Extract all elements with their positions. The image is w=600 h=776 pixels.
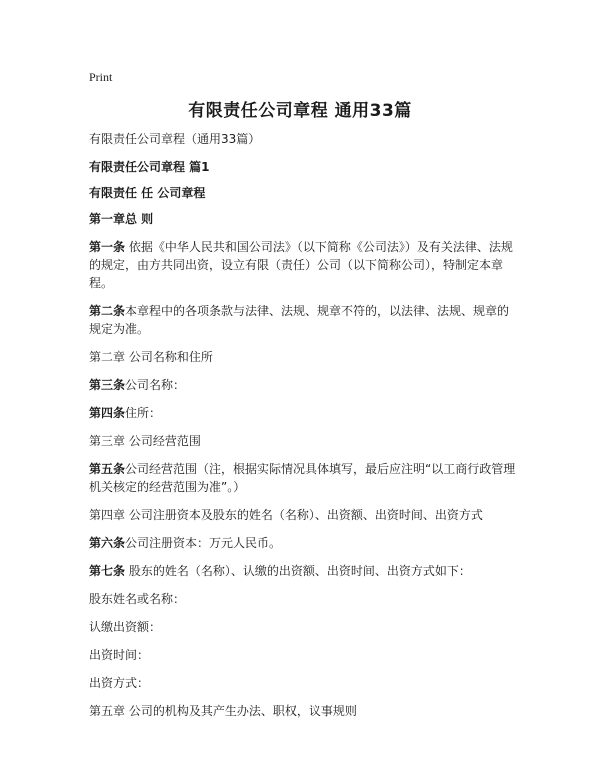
document-body <box>89 130 519 720</box>
page-title: 有限责任公司章程 通用33篇 <box>188 101 412 121</box>
article-label: 第三条 <box>89 378 126 392</box>
chapter-heading: 第四章 公司注册资本及股东的姓名（名称）、出资额、出资时间、出资方式 <box>89 508 483 522</box>
article-text: 依据《中华人民共和国公司法》（以下简称《公司法》）及有关法律、法规的规定，由方共同出资，设立有限（责任）公司（以下简称公司），特制定本章程。 <box>89 240 513 290</box>
field-label: 出资方式： <box>89 676 150 690</box>
subtitle: 有限责任公司章程（通用33篇） <box>89 132 261 146</box>
article-text: 住所： <box>125 406 162 420</box>
article-text: 本章程中的各项条款与法律、法规、规章不符的，以法律、法规、规章的规定为准。 <box>89 304 510 336</box>
article-text: 公司经营范围（注，根据实际情况具体填写，最后应注明“以工商行政管理机关核定的经营范围为准”。） <box>89 462 516 494</box>
print-link[interactable]: Print <box>89 70 113 84</box>
article-label: 第二条 <box>89 304 126 318</box>
article-label: 第四条 <box>89 406 126 420</box>
field-label: 出资时间： <box>89 648 150 662</box>
article-4 <box>89 404 519 422</box>
article-7 <box>89 562 519 580</box>
section-heading: 有限责任公司章程 篇1 <box>89 160 210 174</box>
article-label: 第一条 <box>89 240 126 254</box>
article-3 <box>89 376 519 394</box>
chapter-heading: 第二章 公司名称和住所 <box>89 350 213 364</box>
article-1 <box>89 238 519 292</box>
article-label: 第七条 <box>89 564 126 578</box>
chapter-heading: 第一章总 则 <box>89 212 154 226</box>
chapter-heading: 第五章 公司的机构及其产生办法、职权，议事规则 <box>89 704 357 718</box>
section-heading: 有限责任 任 公司章程 <box>89 186 206 200</box>
article-label: 第六条 <box>89 536 126 550</box>
chapter-heading: 第三章 公司经营范围 <box>89 434 201 448</box>
article-5 <box>89 460 519 496</box>
field-label: 股东姓名或名称： <box>89 592 186 606</box>
field-label: 认缴出资额： <box>89 620 162 634</box>
article-text: 公司名称： <box>125 378 186 392</box>
article-label: 第五条 <box>89 462 126 476</box>
article-6 <box>89 534 519 552</box>
article-text: 股东的姓名（名称）、认缴的出资额、出资时间、出资方式如下： <box>125 564 471 578</box>
article-text: 公司注册资本：万元人民币。 <box>125 536 282 550</box>
article-2 <box>89 302 519 338</box>
